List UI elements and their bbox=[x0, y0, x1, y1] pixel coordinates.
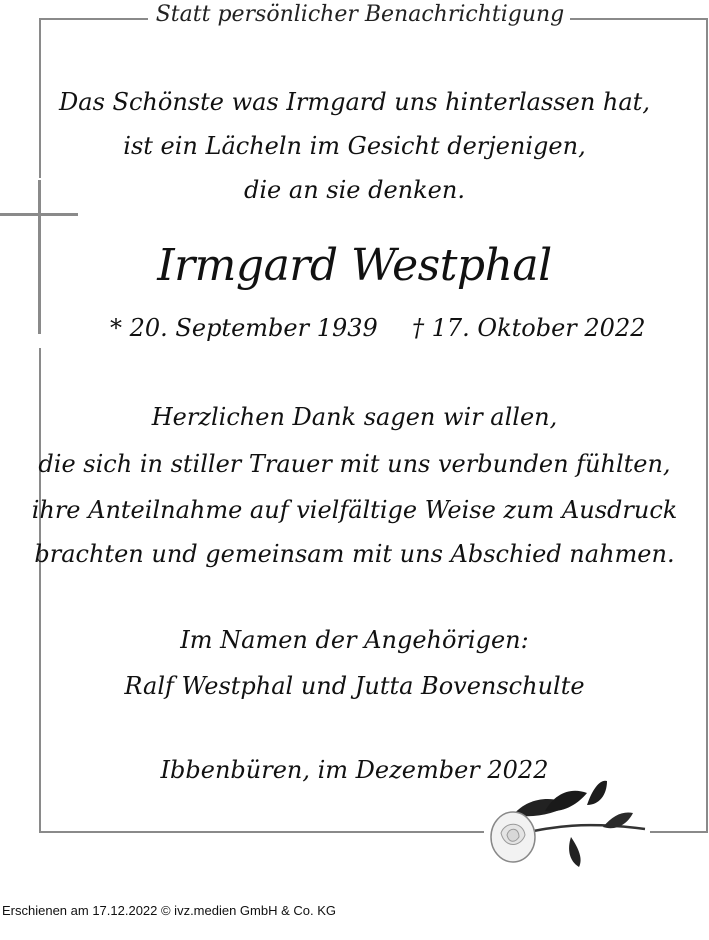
birth-date: * 20. September 1939 bbox=[110, 314, 378, 342]
signature-line-1: Im Namen der Angehörigen: bbox=[180, 626, 529, 654]
thanks-line-3: ihre Anteilnahme auf vielfältige Weise zum Ausdruck bbox=[31, 496, 678, 524]
verse-line-1: Das Schönste was Irmgard uns hinterlassen hat, bbox=[59, 88, 650, 116]
place-date: Ibbenbüren, im Dezember 2022 bbox=[160, 756, 549, 784]
frame-bottom-left bbox=[39, 831, 484, 833]
frame-top-left bbox=[40, 18, 148, 20]
death-date: † 17. Oktober 2022 bbox=[412, 314, 646, 342]
footer-credit: Erschienen am 17.12.2022 © ivz.medien GmbH & Co. KG bbox=[2, 903, 337, 918]
thanks-line-1: Herzlichen Dank sagen wir allen, bbox=[151, 403, 558, 431]
signature-line-2: Ralf Westphal und Jutta Bovenschulte bbox=[124, 672, 585, 700]
frame-top-right bbox=[568, 18, 708, 20]
frame-bottom-right bbox=[650, 831, 708, 833]
thanks-line-4: brachten und gemeinsam mit uns Abschied nahmen. bbox=[34, 540, 675, 568]
verse-line-3: die an sie denken. bbox=[244, 176, 465, 204]
rose-icon bbox=[483, 775, 653, 867]
verse-line-2: ist ein Lächeln im Gesicht derjenigen, bbox=[123, 132, 586, 160]
deceased-name: Irmgard Westphal bbox=[157, 240, 552, 291]
header-label: Statt persönlicher Benachrichtigung bbox=[150, 2, 570, 27]
thanks-line-2: die sich in stiller Trauer mit uns verbunden fühlten, bbox=[38, 450, 671, 478]
